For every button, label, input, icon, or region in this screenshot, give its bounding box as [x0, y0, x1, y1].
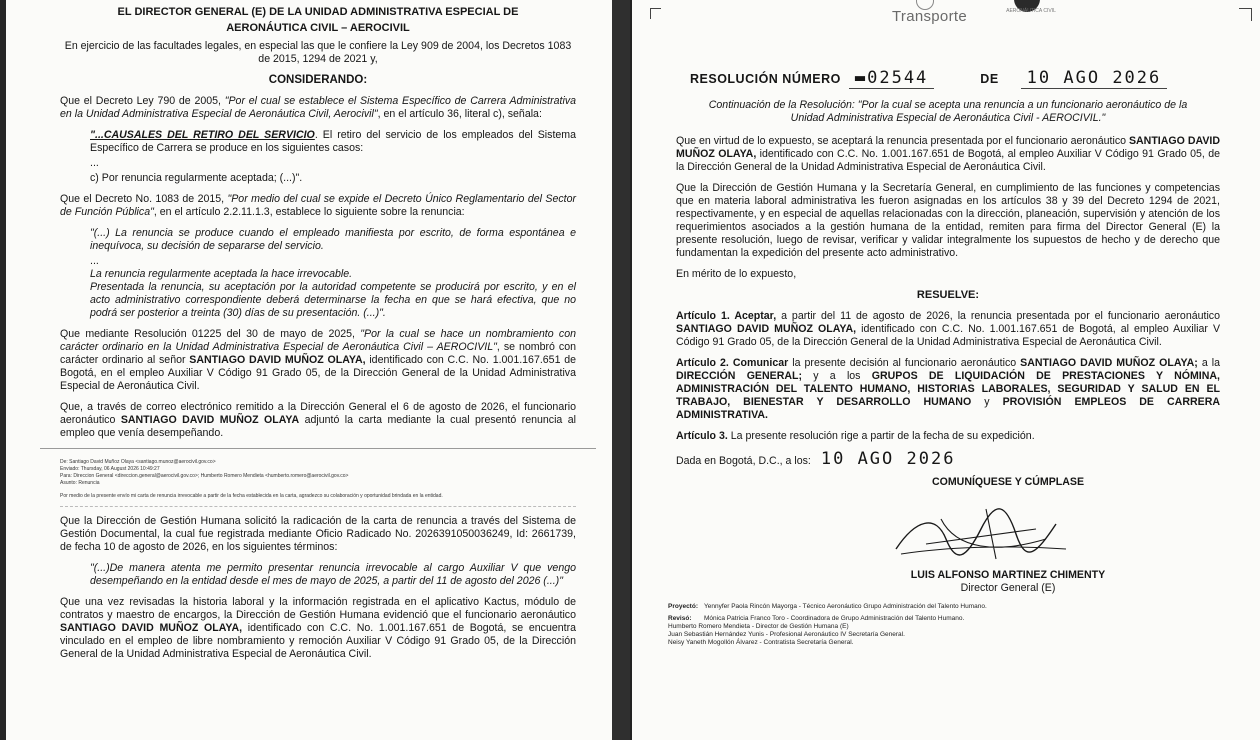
signer-name: LUIS ALFONSO MARTINEZ CHIMENTY [910, 569, 1106, 581]
reviso-line-4: Neisy Yaneth Mogollón Álvarez - Contratista Secretaría General. [668, 639, 854, 646]
paragraph-kactus: Que una vez revisadas la historia laboral y la información registrada en el aplicativo Kactus, módulo de contratos y maestro de encargos, la Dirección de Gestión Humana evidenció que el funcionario aeronáutico SANTIAGO DAVID MUÑOZ OLAYA, identificado con C.C. No. 1.001.167.651 de Bogotá, se encuentra vinculado en el empleo de libre nombramiento y remoción Auxiliar V Código 91 Grado 05, de la Dirección General de la Unidad Administrativa Especial de Aeronáutica Civil. [60, 596, 576, 660]
article-1: Artículo 1. Aceptar, a partir del 11 de agosto de 2026, la renuncia presentada por el funcionario aeronáutico SANTIAGO DAVID MUÑOZ OLAYA, identificado con C.C. No. 1.001.167.651 de Bogotá, al empleo Auxiliar V Código 91 Grado 05, de la Dirección General de la Unidad Administrativa Especial de Aeronáutica Civil. [676, 310, 1221, 348]
page-gap [612, 0, 630, 740]
dada-date: 10 AGO 2026 [820, 449, 956, 469]
paragraph-aceptara: Que en virtud de lo expuesto, se aceptará la renuncia presentada por el funcionario aeronáutico SANTIAGO DAVID MUÑOZ OLAYA, identificado con C.C. No. 1.001.167.651 de Bogotá, al empleo Auxiliar V Código 91 Grado 05, de la Dirección General de la Unidad Administrativa Especial de Aeronáutica Civil. [676, 135, 1221, 173]
email-end-divider [60, 506, 576, 507]
corner-marker-right-icon [1239, 8, 1252, 21]
left-heading-2: AERONÁUTICA CIVIL – AEROCIVIL [226, 22, 410, 34]
paragraph-radicacion: Que la Dirección de Gestión Humana solicitó la radicación de la carta de renuncia a través del Sistema de Gestión Documental, la cual fue registrada mediante Oficio Radicado No. 2026391050036249, Id: 2661739, de fecha 10 de agosto de 2026, en los siguientes términos: [60, 515, 576, 553]
quote-renuncia: "(...) La renuncia se produce cuando el empleado manifiesta por escrito, de forma espontánea e inequívoca, su decisión de separarse del servicio. [90, 227, 576, 252]
email-divider [40, 448, 596, 449]
proyecto-line: Proyectó: Yennyfer Paola Rincón Mayorga - Técnico Aeronáutico Grupo Administración del Talento Humano. [668, 603, 987, 610]
left-page [0, 0, 612, 740]
paragraph-decreto-790: Que el Decreto Ley 790 de 2005, "Por el cual se establece el Sistema Específico de Carrera Administrativa en la Unidad Administrativa Especial de Aeronáutica Civil, Aerocivil", en el artículo 36, literal c), señala: [60, 95, 577, 120]
email-body: Por medio de la presente envío mi carta de renuncia irrevocable a partir de la fecha establecida en la carta, agradezco su colaboración y oportunidad brindada en la entidad. [60, 493, 443, 499]
paragraph-merito: En mérito de lo expuesto, [676, 268, 797, 280]
paragraph-correo: Que, a través de correo electrónico remitido a la Dirección General el 6 de agosto de 2026, el funcionario aeronáutico SANTIAGO DAVID MUÑOZ OLAYA adjuntó la carta mediante la cual presentó renuncia al empleo que venía desempeñando. [60, 401, 576, 439]
resolution-number: ▬02544 [849, 68, 934, 89]
article-2: Artículo 2. Comunicar la presente decisión al funcionario aeronáutico SANTIAGO DAVID MUÑOZ OLAYA; a la DIRECCIÓN GENERAL; y a los GRUPOS DE LIQUIDACIÓN DE PRESTACIONES Y NÓMINA, ADMINISTRACIÓN DEL TALENTO HUMANO, HISTORIAS LABORALES, SEGURIDAD Y SALUD EN EL TRABAJO, BIENESTAR Y DESARROLLO HUMANO y PROVISIÓN EMPLEOS DE CARRERA ADMINISTRATIVA. [676, 357, 1220, 421]
signer-role: Director General (E) [960, 582, 1056, 594]
email-to: Para: Direccion General <direccion.general@aerocivil.gov.co>; Humberto Romero Mendieta <humberto.romero@aerocivil.gov.co> [60, 473, 349, 479]
email-subject: Asunto: Renuncia [60, 480, 100, 486]
email-header [60, 459, 576, 487]
article-3: Artículo 3. La presente resolución rige a partir de la fecha de su expedición. [676, 430, 1035, 442]
signature-area [676, 499, 1220, 569]
paragraph-decreto-1083: Que el Decreto No. 1083 de 2015, "Por medio del cual se expide el Decreto Único Reglamentario del Sector de Función Pública", en el artículo 2.2.11.1.3, establece lo siguiente sobre la renuncia: [60, 193, 576, 218]
quote-dots: ... [90, 157, 99, 169]
resolution-de: DE [980, 72, 999, 86]
paragraph-gestion-humana: Que la Dirección de Gestión Humana y la Secretaría General, en cumplimiento de las funciones y competencias que en materia laboral administrativa les fueron asignadas en los artículos 38 y 39 del Decreto 1294 de 2021, respectivamente, y en especial de aquellas relacionadas con la dirección, planeación, supervisión y atención de los requerimientos asociados a la gestión humana de la entidad, remiten para firma del Director General (E) la presente resolución, luego de revisar, verificar y validar integralmente los supuestos de hecho y de derecho que fundamentan la expedición del presente acto administrativo. [676, 182, 1220, 259]
resolution-label: RESOLUCIÓN NÚMERO [690, 72, 841, 86]
reviso-line-2: Humberto Romero Mendieta - Director de Gestión Humana (E) [668, 623, 849, 630]
comuniquese-heading: COMUNÍQUESE Y CÚMPLASE [931, 476, 1085, 488]
header-logos [676, 0, 1220, 56]
continuation-note: Continuación de la Resolución: "Por la cual se acepta una renuncia a un funcionario aeronáutico de la Unidad Administrativa Especial de Aeronáutica Civil - AEROCIVIL." [708, 99, 1188, 124]
logo-transporte: Transporte [892, 8, 967, 25]
considerando-heading: CONSIDERANDO: [268, 74, 368, 86]
email-sent: Enviado: Thursday, 06 August 2026 10:49:27 [60, 466, 160, 472]
corner-marker-icon [650, 8, 661, 19]
quote-causales: "...CAUSALES DEL RETIRO DEL SERVICIO. El retiro del servicio de los empleados del Sistema Específico de Carrera se produce en los siguientes casos: [90, 129, 576, 154]
resolution-date: 10 AGO 2026 [1021, 68, 1168, 89]
quote-carta-renuncia: "(...)De manera atenta me permito presentar renuncia irrevocable al cargo Auxiliar V que vengo desempeñando en la entidad desde el mes de mayo de 2025, a partir del 11 de agosto del 2026 (...)" [90, 562, 576, 587]
resolution-header [690, 68, 1220, 89]
reviso-line-1: Revisó: Mónica Patricia Franco Toro - Coordinadora de Grupo Administración del Talento Humano. [668, 615, 965, 622]
review-footer [668, 603, 1220, 647]
email-from: De: Santiago David Muñoz Olaya <santiago.munoz@aerocivil.gov.co> [60, 459, 216, 465]
resuelve-heading: RESUELVE: [916, 289, 980, 301]
logo-aerocivil: AERONÁUTICA CIVIL [1006, 8, 1056, 14]
quote-irrevocable: La renuncia regularmente aceptada la hace irrevocable. [90, 268, 353, 280]
handwritten-signature [886, 499, 1076, 569]
reviso-line-3: Juan Sebastián Hernández Yunis - Profesional Aeronáutico IV Secretaría General. [668, 631, 905, 638]
paragraph-resolucion-01225: Que mediante Resolución 01225 del 30 de mayo de 2025, "Por la cual se hace un nombramiento con carácter ordinario en la Unidad Administrativa Especial de Aeronáutica Civil – AEROCIVIL", se nombró con carácter ordinario al señor SANTIAGO DAVID MUÑOZ OLAYA, identificado con C.C. No. 1.001.167.651 de Bogotá, en el empleo Auxiliar V Código 91 Grado 05, de la Dirección General de la Unidad Administrativa Especial de Aeronáutica Civil. [60, 328, 576, 392]
quote-presentada: Presentada la renuncia, su aceptación por la autoridad competente se producirá por escrito, y en el acto administrativo correspondiente deberá determinarse la fecha en que se hará efectiva, que no podrá ser posterior a treinta (30) días de su presentación. (...)". [90, 281, 576, 319]
right-page [630, 0, 1260, 740]
signer-block [796, 569, 1220, 595]
dada-line: Dada en Bogotá, D.C., a los: 10 AGO 2026 [676, 449, 956, 469]
quote-causal-c: c) Por renuncia regularmente aceptada; (...)". [90, 172, 303, 184]
left-heading-1: EL DIRECTOR GENERAL (E) DE LA UNIDAD ADMINISTRATIVA ESPECIAL DE [117, 6, 519, 18]
intro-paragraph: En ejercicio de las facultades legales, en especial las que le confiere la Ley 909 de 2004, los Decretos 1083 de 2015, 1294 de 2021 y, [64, 40, 572, 65]
quote-renuncia-dots: ... [90, 255, 99, 267]
